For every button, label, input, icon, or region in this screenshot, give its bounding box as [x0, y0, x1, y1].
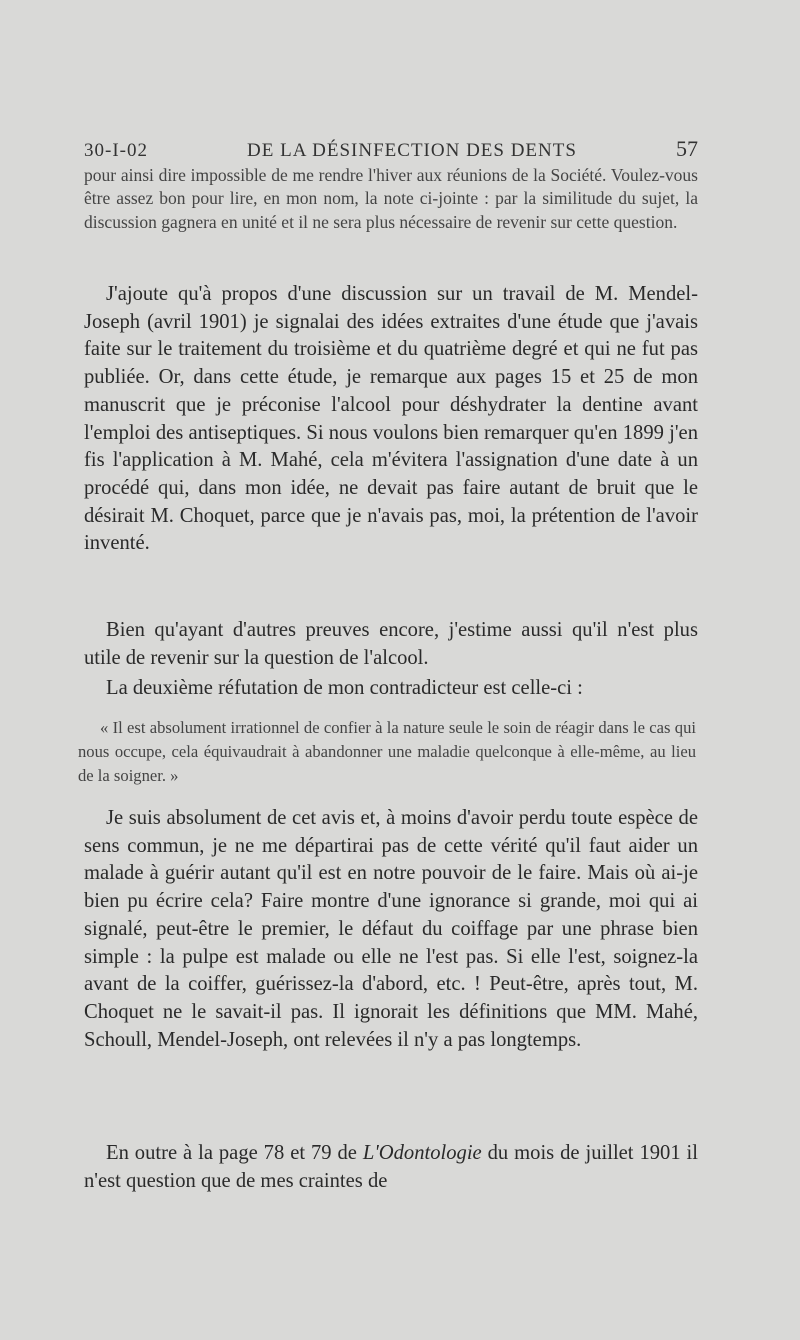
odontologie-text-before: En outre à la page 78 et 79 de [106, 1142, 363, 1164]
paragraph-second-refutation: La deuxième réfutation de mon contradicteur est celle-ci : [106, 677, 583, 699]
header-title: DE LA DÉSINFECTION DES DENTS [247, 140, 577, 161]
letter-excerpt: pour ainsi dire impossible de me rendre l'hiver aux réunions de la Société. Voulez-vous être assez bon pour lire, en mon nom, la note ci-jointe : par la similitude du sujet, la discussion gagnera en unité et il ne sera plus nécessaire de revenir sur cette question. [84, 165, 698, 232]
page-number: 57 [676, 136, 698, 161]
paragraph-alcool-history: J'ajoute qu'à propos d'une discussion sur un travail de M. Mendel-Joseph (avril 1901) je signalai des idées extraites d'une étude que j'avais faite sur le traitement du troisième et du quatrième degré et qui ne fut pas publiée. Or, dans cette étude, je remarque aux pages 15 et 25 de mon manuscrit que je préconise l'alcool pour déshydrater la dentine avant l'emploi des antiseptiques. Si nous voulons bien remarquer qu'en 1899 j'en fis l'application à M. Mahé, cela m'évitera l'assignation d'une date à un procédé qui, dans mon idée, ne devait pas faire autant de bruit que le désirait M. Choquet, parce que je n'avais pas, moi, la prétention de l'avoir inventé. [84, 283, 698, 555]
header-date: 30-I-02 [84, 140, 148, 161]
paragraph-other-proofs: Bien qu'ayant d'autres preuves encore, j'estime aussi qu'il n'est plus utile de revenir sur la question de l'alcool. [84, 619, 698, 669]
paragraph-response: Je suis absolument de cet avis et, à moins d'avoir perdu toute espèce de sens commun, je ne me départirai pas de cette vérité qu'il faut aider un malade à guérir autant qu'il est en notre pouvoir de le faire. Mais où ai-je bien pu écrire cela? Faire montre d'une ignorance si grande, moi qui ai signalé, peut-être le premier, le défaut du coiffage par une phrase bien simple : la pulpe est malade ou elle ne l'est pas. Si elle l'est, soignez-la avant de la coiffer, guérissez-la d'abord, etc. ! Peut-être, après tout, M. Choquet ne le savait-il pas. Il ignorait les définitions que MM. Mahé, Schoull, Mendel-Joseph, ont relevées il n'y a pas longtemps. [84, 807, 698, 1051]
running-header [84, 126, 698, 162]
odontologie-text-after: du mois de juillet 1901 il n'est question que de mes craintes de [84, 1142, 699, 1192]
paragraph-odontologie [84, 1140, 698, 1195]
journal-title: L'Odontologie [362, 1142, 482, 1164]
quotation: « Il est absolument irrationnel de confier à la nature seule le soin de réagir dans le cas qui nous occupe, cela équivaudrait à abandonner une maladie quelconque à elle-même, au lieu de la soigner. » [78, 718, 696, 785]
